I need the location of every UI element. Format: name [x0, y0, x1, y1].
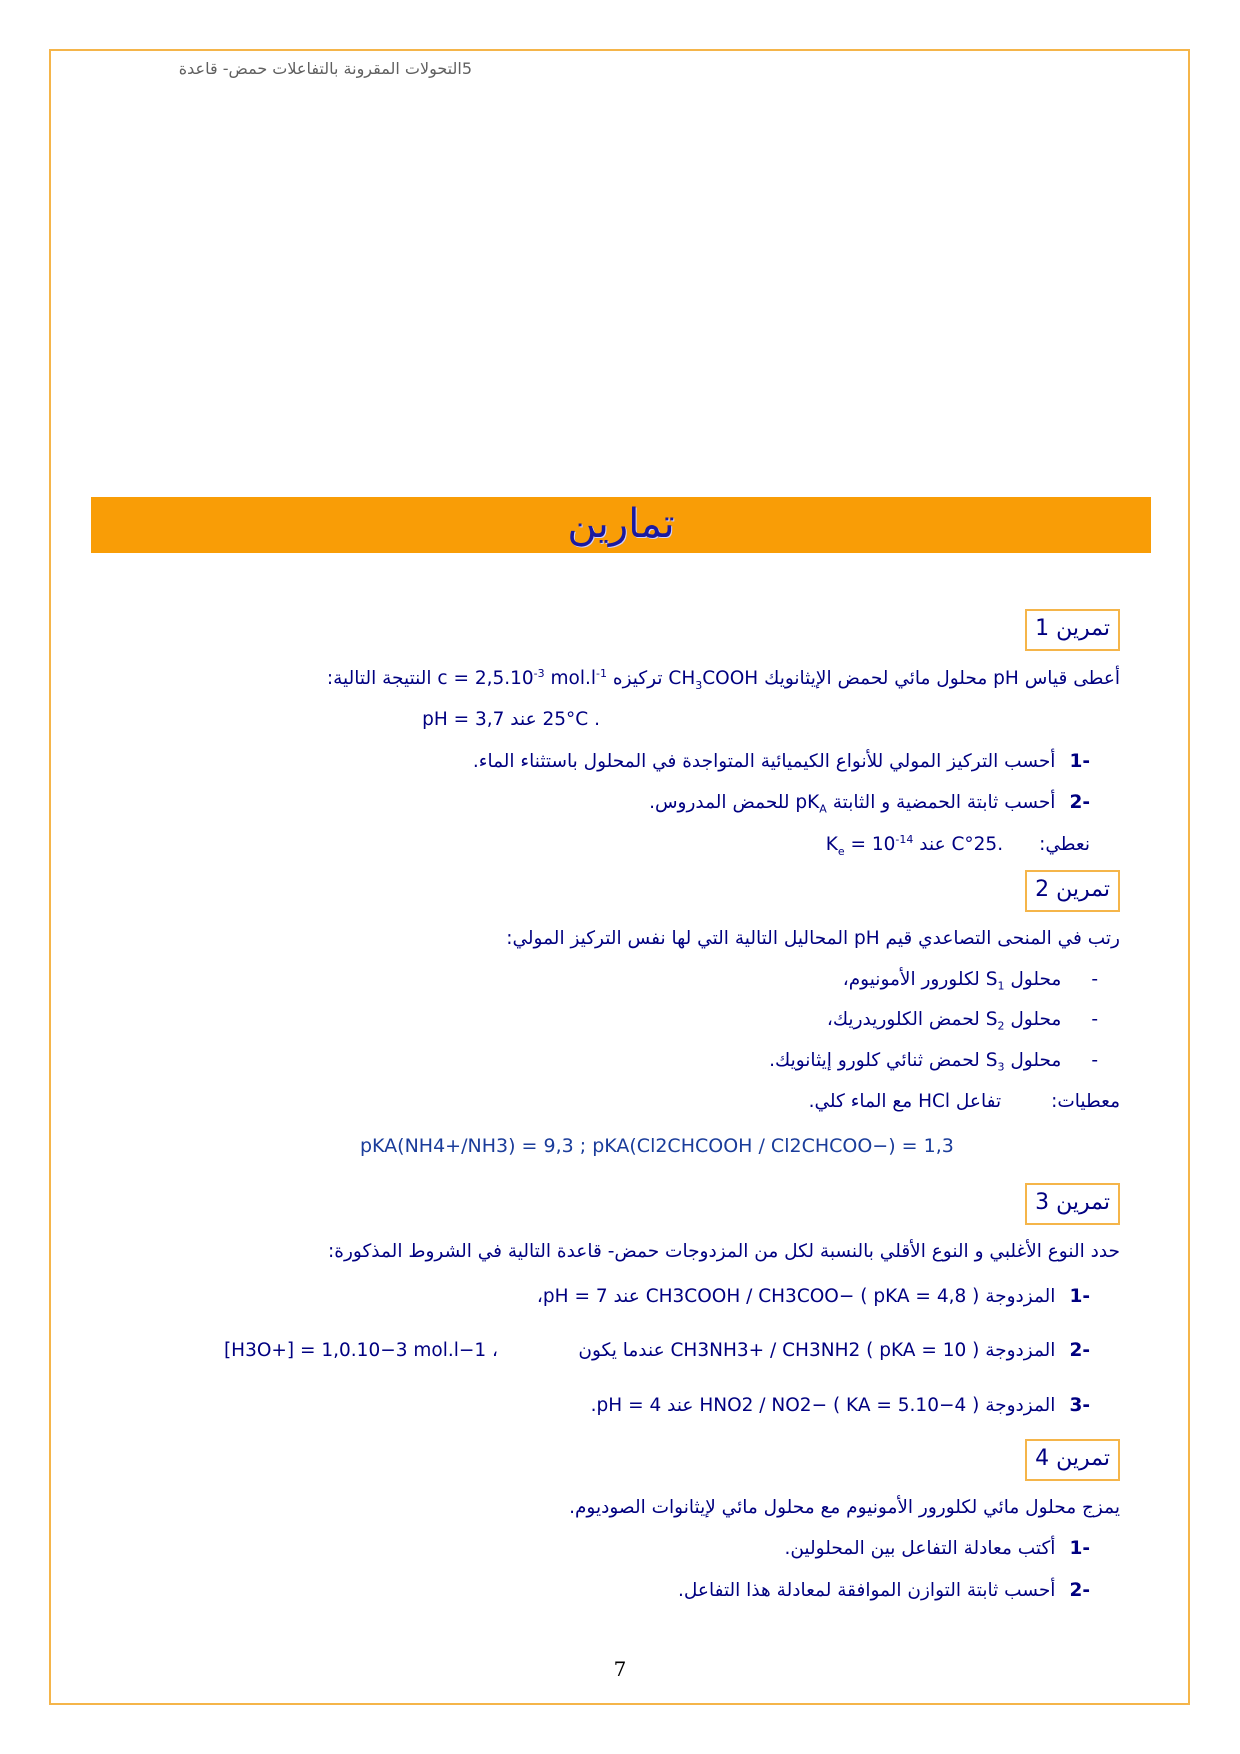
- exercise-1-intro: أعطى قياس pH محلول مائي لحمض الإيثانويك $CH_3COOH$ تركيزه $c = 2,5.10^{-3}$ $mol.l^{-1}$ النتيجة التالية:: [326, 667, 1120, 692]
- exercise-3-heading: تمرين 3: [1025, 1183, 1120, 1225]
- exercise-2-heading: تمرين 2: [1025, 870, 1120, 912]
- exercise-1-heading: تمرين 1: [1025, 609, 1120, 651]
- exercise-2-intro: رتب في المنحى التصاعدي قيم pH المحاليل التالية التي لها نفس التركيز المولي:: [506, 928, 1120, 949]
- exercise-2-item-s3: -محلول $S_3$ لحمض ثنائي كلورو إيثانويك.: [769, 1050, 1098, 1074]
- exercise-1-ph-value: . 25°C عند pH = 3,7: [422, 709, 600, 730]
- exercise-3-question-1: -1المزدوجة CH3COOH / CH3COO− ( pKA = 4,8 ) عند pH = 7،: [536, 1286, 1090, 1307]
- exercise-3-question-2: -2المزدوجة CH3NH3+ / CH3NH2 ( pKA = 10 ) عندما يكون: [578, 1340, 1090, 1361]
- exercise-2-item-s2: -محلول $S_2$ لحمض الكلوريدريك،: [826, 1009, 1098, 1033]
- page-frame: [49, 49, 1190, 1705]
- running-header: 5التحولات المقرونة بالتفاعلات حمض- قاعدة: [178, 59, 472, 78]
- page-number: 7: [613, 1657, 627, 1681]
- exercise-4-question-2: -2أحسب ثابتة التوازن الموافقة لمعادلة هذا التفاعل.: [678, 1580, 1090, 1601]
- exercise-1-given: نعطي:.25°C عند $K_e = 10^{-14}$: [825, 833, 1090, 858]
- section-title: تمارين: [567, 501, 675, 547]
- exercise-1-question-2: -2أحسب ثابتة الحمضية و الثابتة $pK_A$ للحمض المدروس.: [649, 792, 1090, 816]
- exercise-3-question-3: -3المزدوجة HNO2 / NO2− ( KA = 5.10−4 ) عند pH = 4.: [590, 1395, 1090, 1416]
- exercise-2-data: معطيات:تفاعل HCl مع الماء كلي.: [808, 1091, 1120, 1112]
- exercise-3-intro: حدد النوع الأغلبي و النوع الأقلي بالنسبة لكل من المزدوجات حمض- قاعدة التالية في الشروط المذكورة:: [328, 1241, 1120, 1262]
- exercise-2-item-s1: -محلول $S_1$ لكلورور الأمونيوم،: [842, 969, 1098, 993]
- exercise-3-concentration: [H3O+] = 1,0.10−3 mol.l−1 ،: [223, 1340, 498, 1361]
- exercise-4-question-1: -1أكتب معادلة التفاعل بين المحلولين.: [784, 1538, 1090, 1559]
- exercise-4-heading: تمرين 4: [1025, 1439, 1120, 1481]
- exercise-1-question-1: -1أحسب التركيز المولي للأنواع الكيميائية المتواجدة في المحلول باستثناء الماء.: [472, 751, 1090, 772]
- exercise-4-intro: يمزج محلول مائي لكلورور الأمونيوم مع محلول مائي لإيثانوات الصوديوم.: [569, 1497, 1120, 1518]
- section-banner: [91, 497, 1151, 553]
- exercise-2-formula: pKA(NH4+/NH3) = 9,3 ; pKA(Cl2CHCOOH / Cl2CHCOO−) = 1,3: [360, 1135, 954, 1157]
